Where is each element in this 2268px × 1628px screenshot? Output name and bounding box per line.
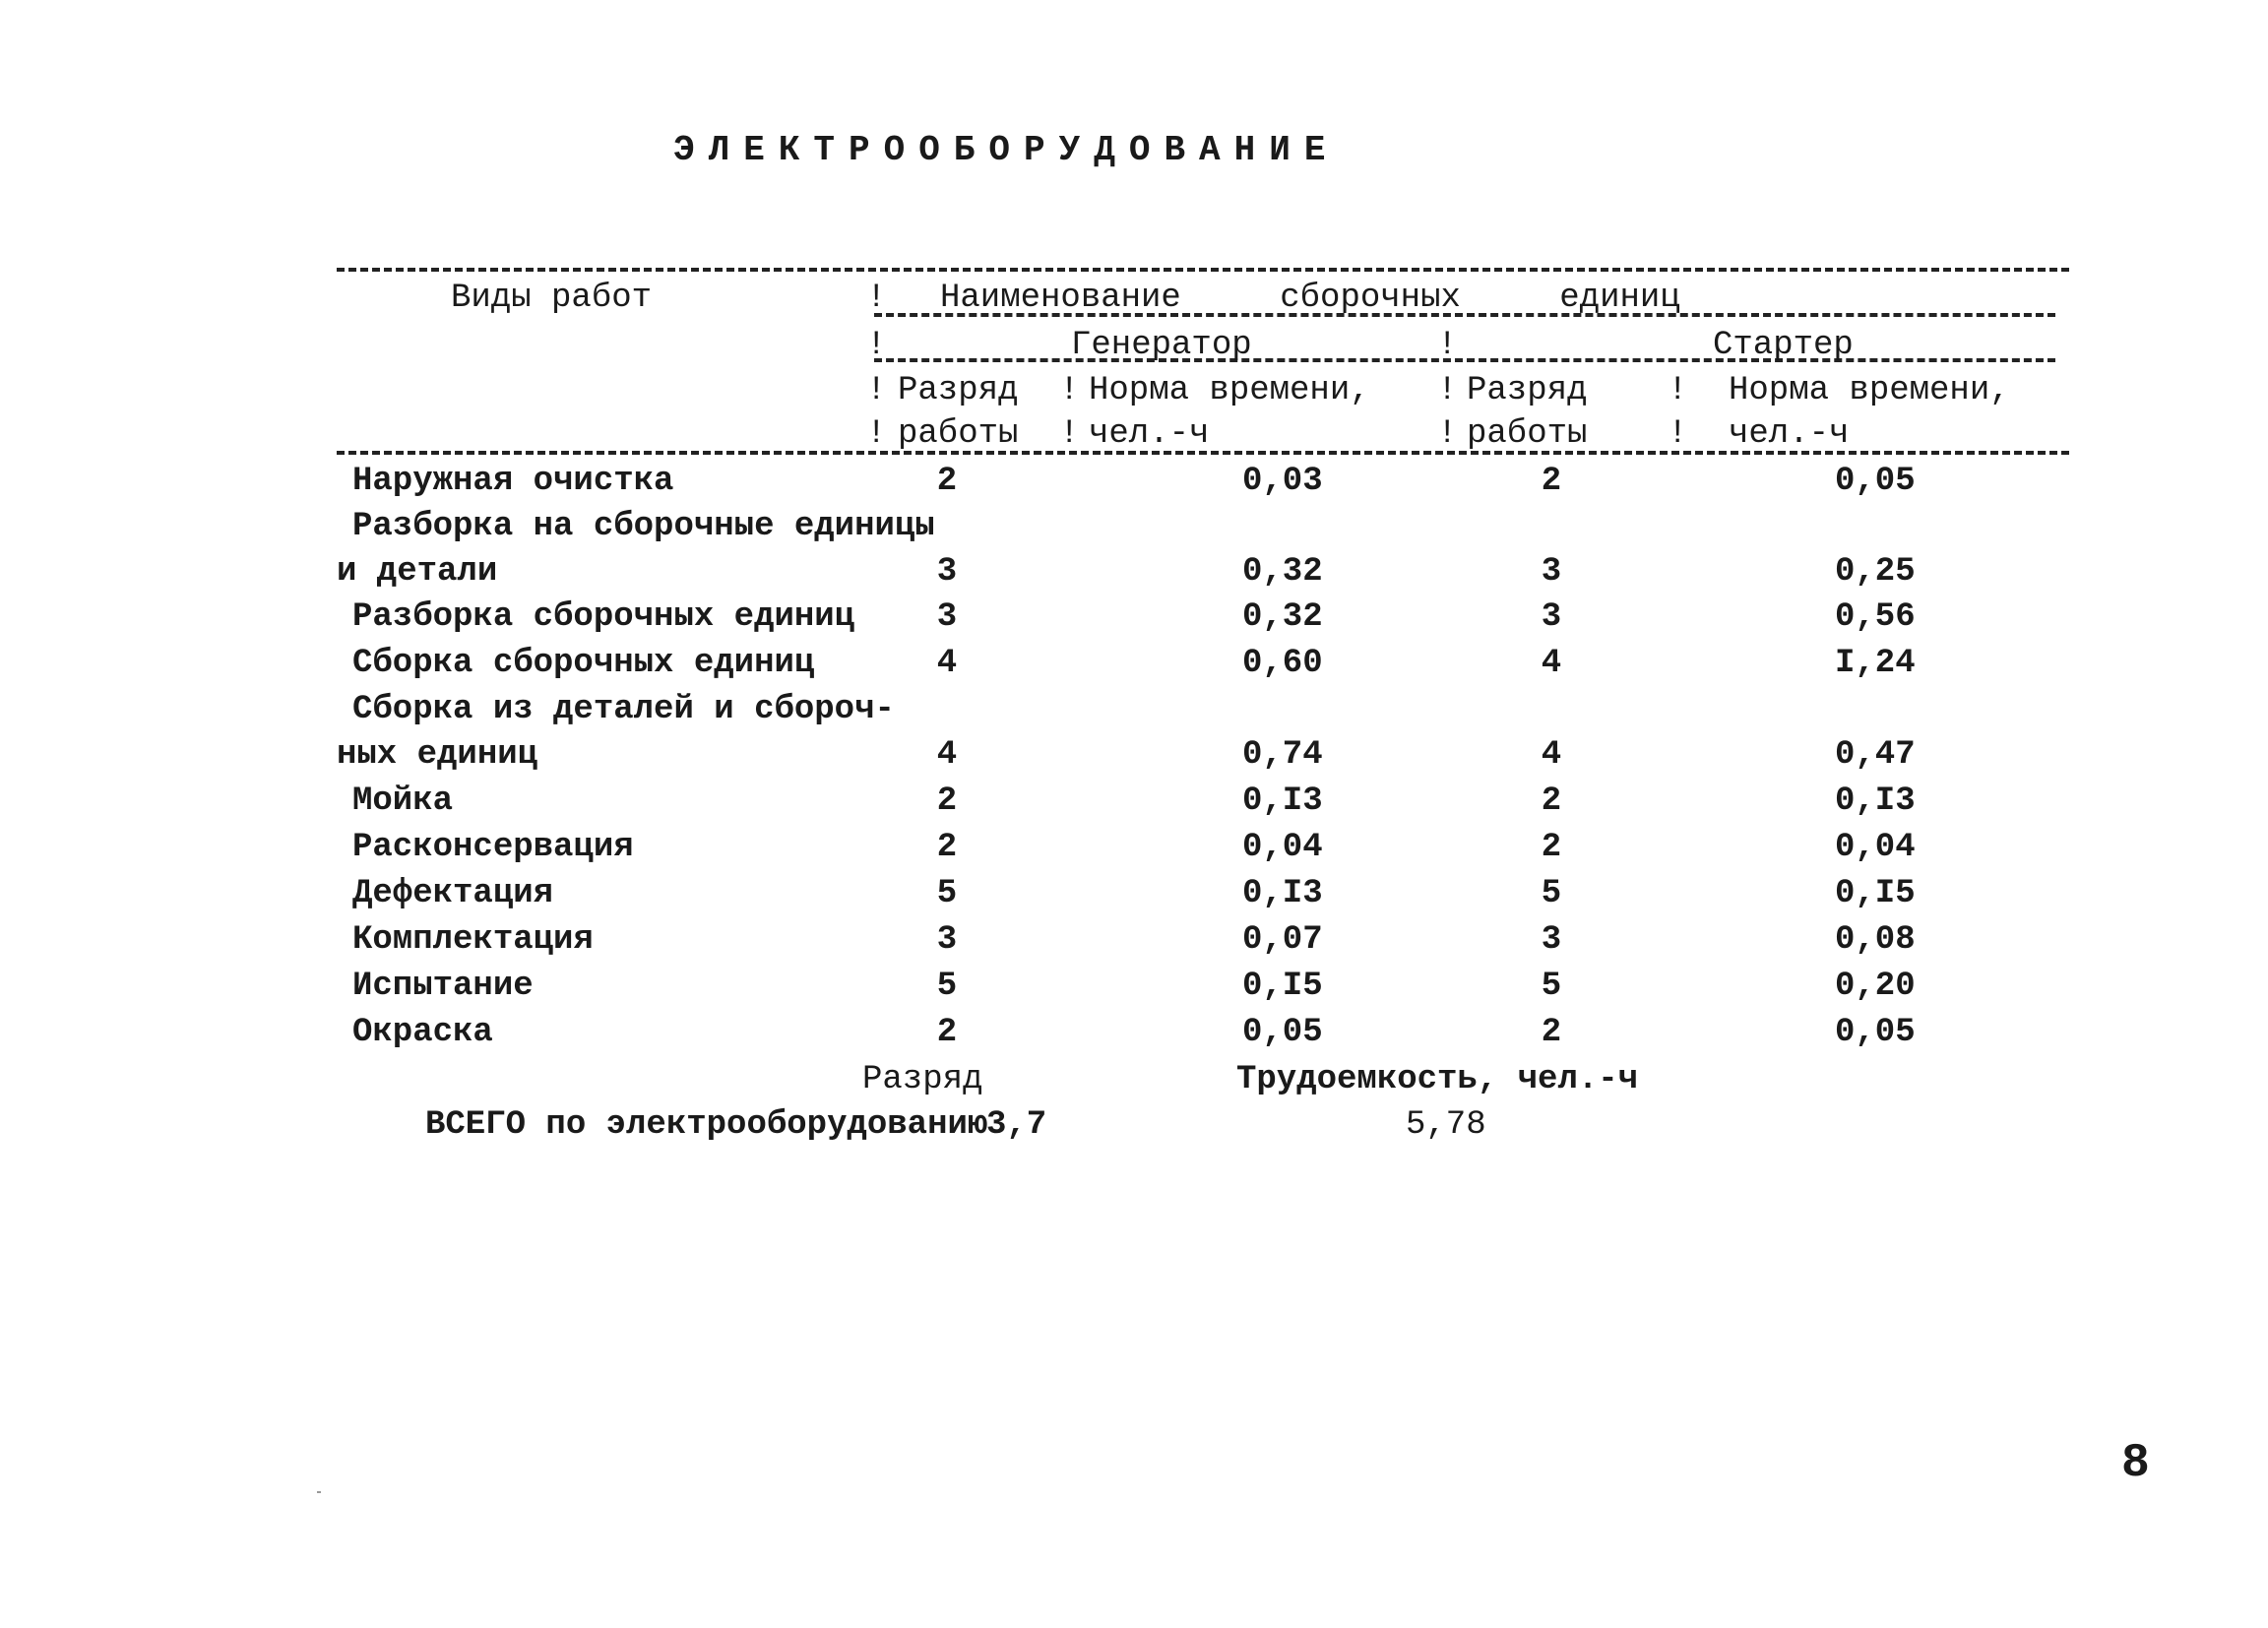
gen-grade: 3: [936, 553, 958, 591]
scan-speck: [317, 1491, 321, 1493]
work-type: Наружная очистка: [352, 463, 674, 500]
gen-grade: 2: [936, 783, 958, 820]
table-row: [0, 875, 2268, 914]
header-separator: !: [1059, 372, 1080, 409]
page-number: 8: [2121, 1437, 2150, 1490]
document-title: ЭЛЕКТРООБОРУДОВАНИЕ: [673, 130, 1340, 170]
st-norm: 0,20: [1835, 968, 1916, 1005]
work-type: Дефектация: [352, 875, 554, 912]
gen-norm: 0,I5: [1242, 968, 1323, 1005]
header-st-norm: чел.-ч: [1729, 415, 1850, 453]
st-grade: 4: [1541, 736, 1562, 774]
work-type: Испытание: [352, 968, 534, 1005]
gen-norm: 0,I3: [1242, 783, 1323, 820]
st-norm: 0,05: [1835, 1014, 1916, 1051]
st-norm: 0,47: [1835, 736, 1916, 774]
header-gen-norm: чел.-ч: [1089, 415, 1210, 453]
gen-norm: 0,32: [1242, 598, 1323, 636]
total-labor-label: Трудоемкость, чел.-ч: [1236, 1061, 1639, 1098]
work-type: Расконсервация: [352, 829, 634, 866]
header-separator: !: [1437, 372, 1458, 409]
st-grade: 5: [1541, 968, 1562, 1005]
gen-grade: 5: [936, 968, 958, 1005]
st-norm: I,24: [1835, 645, 1916, 682]
st-grade: 3: [1541, 598, 1562, 636]
table-row: [0, 508, 2268, 596]
st-grade: 3: [1541, 553, 1562, 591]
work-type: Разборка сборочных единиц: [352, 598, 855, 636]
gen-norm: 0,05: [1242, 1014, 1323, 1051]
gen-norm: 0,04: [1242, 829, 1323, 866]
gen-norm: 0,03: [1242, 463, 1323, 500]
gen-norm: 0,74: [1242, 736, 1323, 774]
work-type: Окраска: [352, 1014, 493, 1051]
header-gen-norm: Норма времени,: [1089, 372, 1370, 409]
table-row: [0, 829, 2268, 868]
table-row: [0, 598, 2268, 638]
work-type: Комплектация: [352, 921, 594, 959]
work-type-continued: и детали: [337, 553, 498, 591]
st-grade: 3: [1541, 921, 1562, 959]
header-generator: Генератор: [1071, 327, 1252, 364]
table-row: [0, 783, 2268, 822]
gen-grade: 4: [936, 736, 958, 774]
header-starter: Стартер: [1713, 327, 1854, 364]
work-type: Мойка: [352, 783, 454, 820]
st-grade: 4: [1541, 645, 1562, 682]
st-norm: 0,08: [1835, 921, 1916, 959]
header-assembly-units: Наименование сборочных единиц: [940, 280, 1680, 317]
table-row: [0, 968, 2268, 1007]
gen-norm: 0,I3: [1242, 875, 1323, 912]
table-row: [0, 921, 2268, 961]
st-norm: 0,56: [1835, 598, 1916, 636]
header-separator: !: [866, 372, 887, 409]
st-grade: 2: [1541, 783, 1562, 820]
header-st-grade: Разряд: [1467, 372, 1588, 409]
header-separator: !: [1437, 327, 1458, 364]
total-labor: 5,78: [1406, 1106, 1486, 1144]
total-grade-label: Разряд: [862, 1061, 983, 1098]
work-type-continued: ных единиц: [337, 736, 538, 774]
header-gen-grade: Разряд: [898, 372, 1019, 409]
header-separator: !: [866, 327, 887, 364]
st-grade: 2: [1541, 463, 1562, 500]
work-type: Сборка сборочных единиц: [352, 645, 815, 682]
table-row: [0, 463, 2268, 502]
st-norm: 0,05: [1835, 463, 1916, 500]
header-top-rule: [337, 268, 2069, 272]
gen-grade: 2: [936, 829, 958, 866]
gen-grade: 3: [936, 921, 958, 959]
table-row: [0, 1014, 2268, 1053]
gen-norm: 0,07: [1242, 921, 1323, 959]
st-norm: 0,I3: [1835, 783, 1916, 820]
gen-grade: 5: [936, 875, 958, 912]
gen-grade: 2: [936, 463, 958, 500]
st-grade: 2: [1541, 829, 1562, 866]
header-st-grade: работы: [1467, 415, 1588, 453]
table-row: [0, 645, 2268, 684]
st-norm: 0,25: [1835, 553, 1916, 591]
header-units-rule: [874, 358, 2055, 362]
st-norm: 0,I5: [1835, 875, 1916, 912]
work-type: Разборка на сборочные единицы: [352, 508, 935, 545]
header-gen-grade: работы: [898, 415, 1019, 453]
st-grade: 5: [1541, 875, 1562, 912]
gen-grade: 3: [936, 598, 958, 636]
header-st-norm: Норма времени,: [1729, 372, 2010, 409]
header-work-types: Виды работ: [451, 280, 653, 317]
gen-grade: 4: [936, 645, 958, 682]
table-row: [0, 691, 2268, 780]
total-label: ВСЕГО по электрооборудованию: [425, 1106, 988, 1144]
header-separator: !: [1437, 415, 1458, 453]
header-separator: !: [1668, 372, 1688, 409]
header-separator: !: [1059, 415, 1080, 453]
gen-norm: 0,32: [1242, 553, 1323, 591]
work-type: Сборка из деталей и сбороч-: [352, 691, 895, 728]
header-separator: !: [1668, 415, 1688, 453]
header-separator: !: [866, 415, 887, 453]
header-separator: !: [866, 280, 887, 317]
total-grade: 3,7: [986, 1106, 1047, 1144]
st-grade: 2: [1541, 1014, 1562, 1051]
gen-norm: 0,60: [1242, 645, 1323, 682]
st-norm: 0,04: [1835, 829, 1916, 866]
gen-grade: 2: [936, 1014, 958, 1051]
